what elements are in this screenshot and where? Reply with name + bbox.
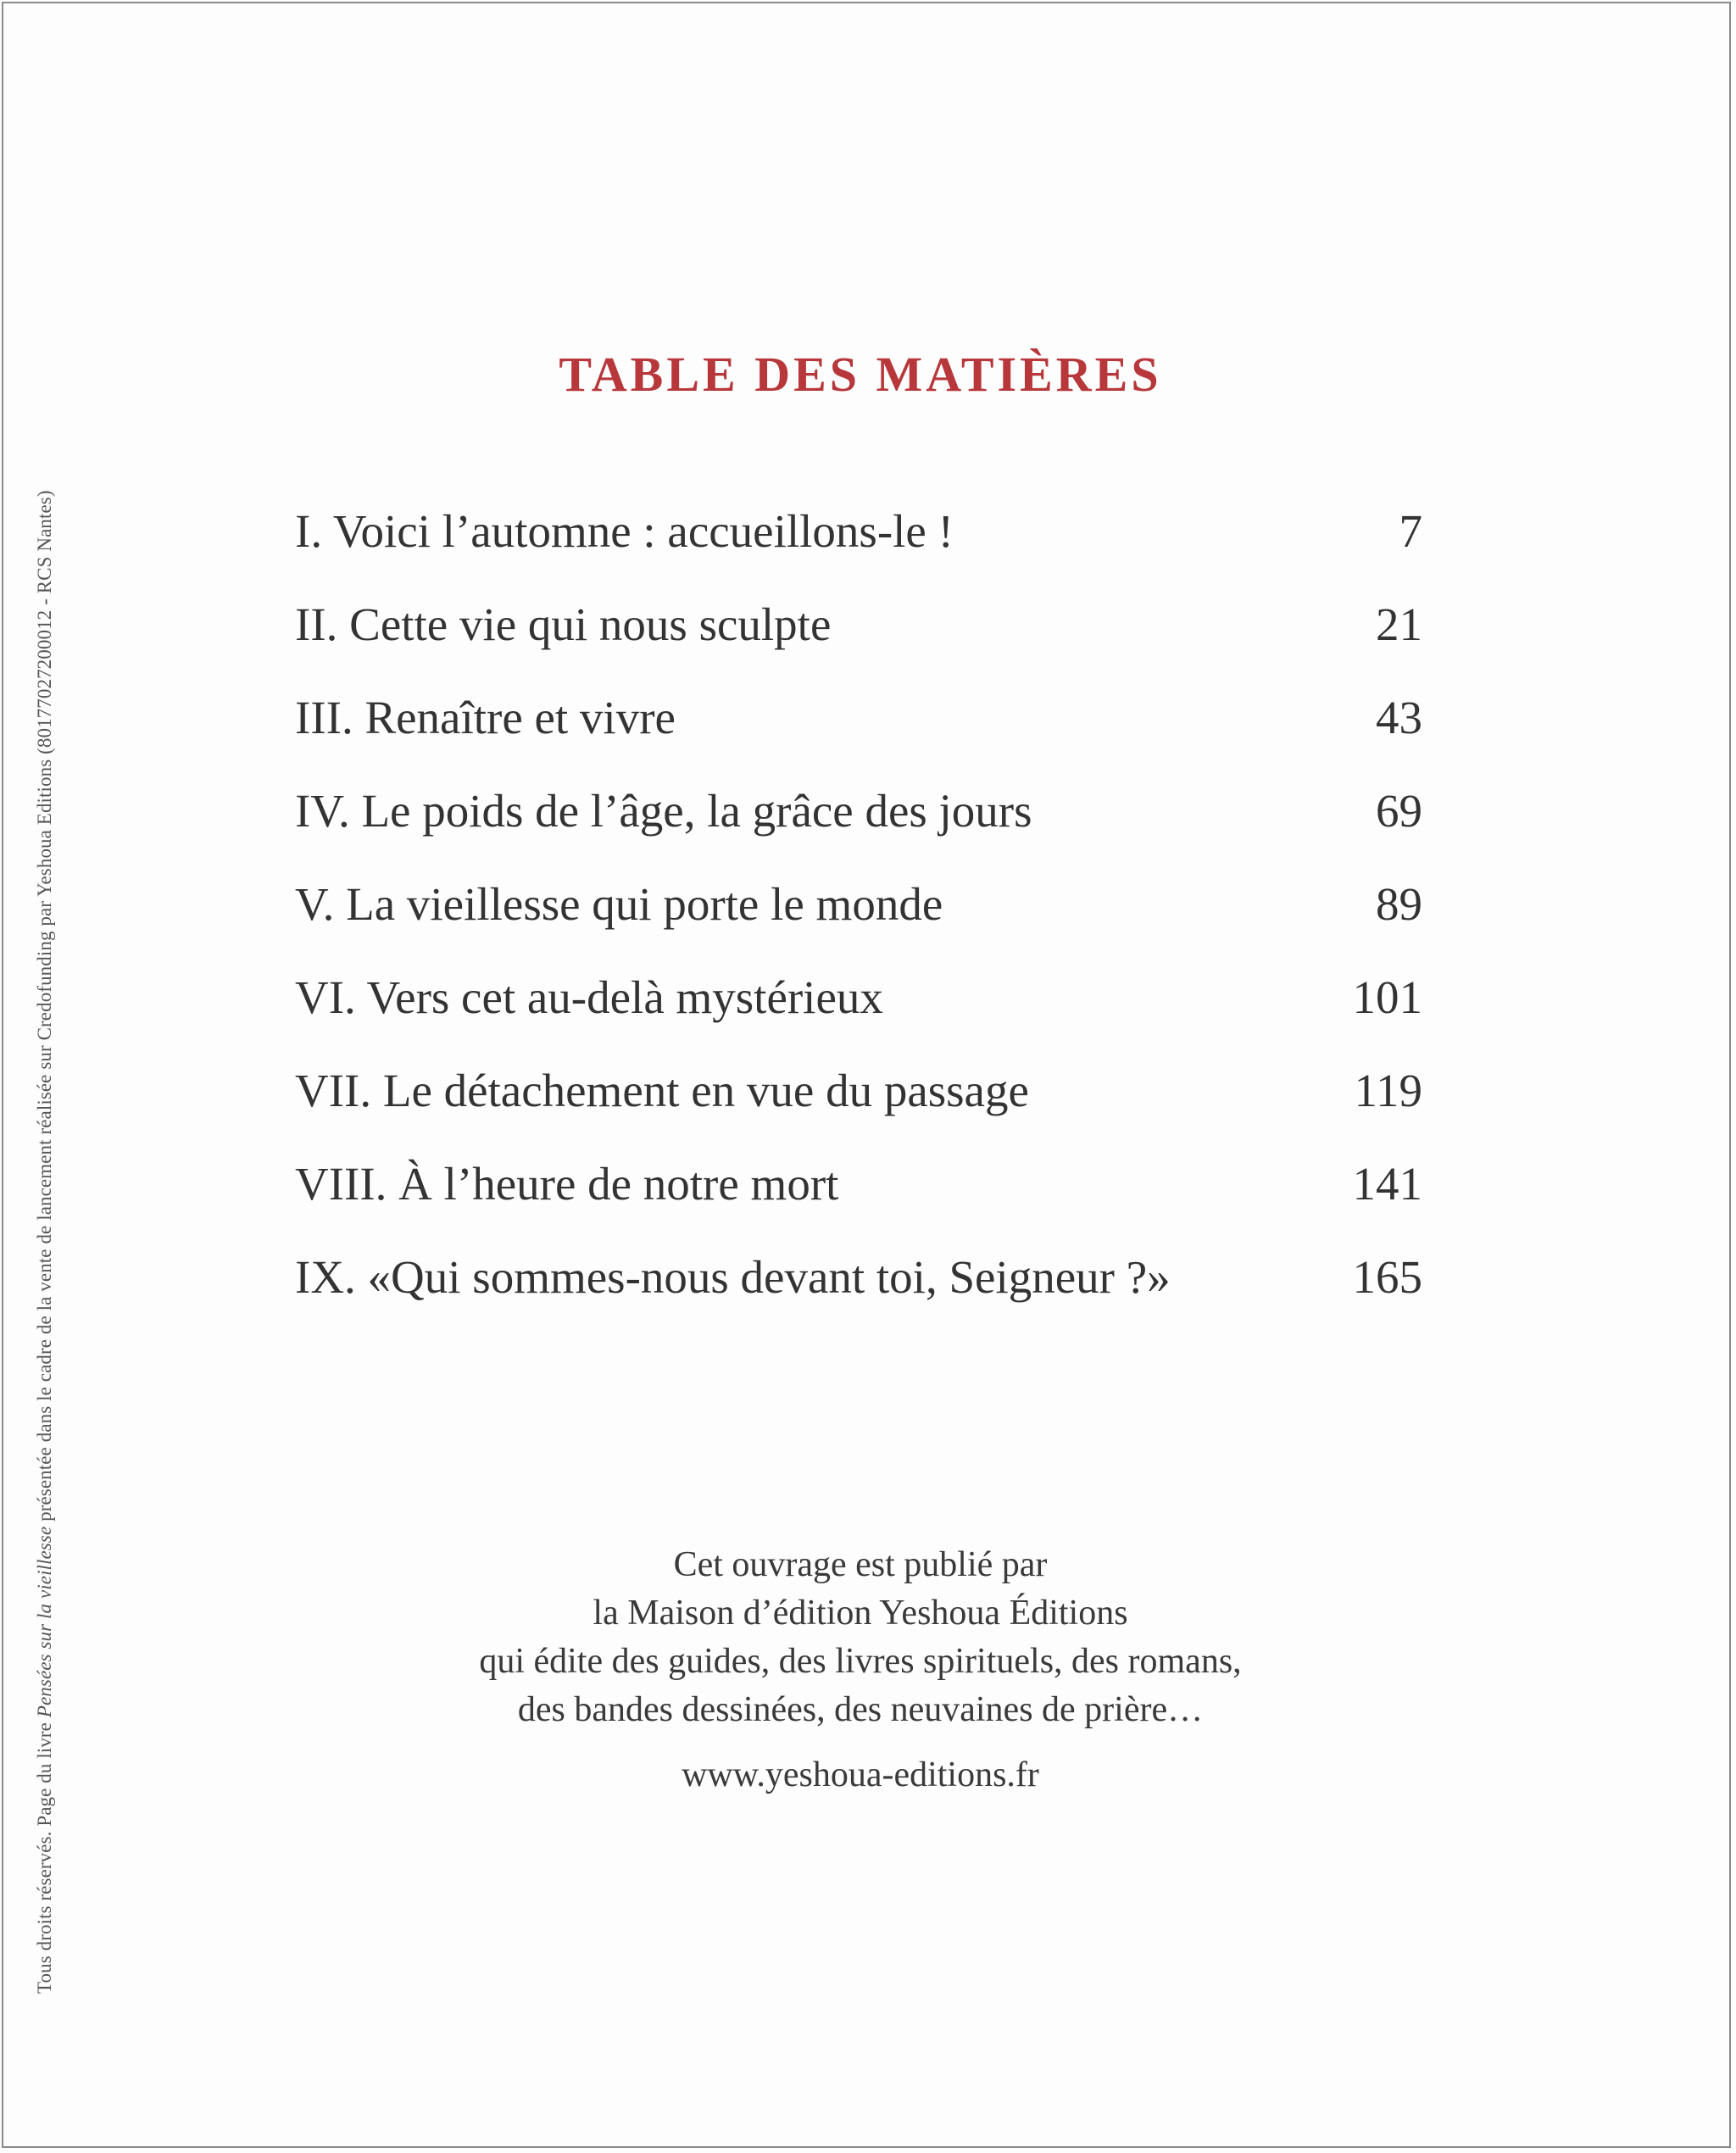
toc-entry-label: VII. Le détachement en vue du passage: [295, 1065, 1029, 1116]
toc-entry-page: 69: [1376, 785, 1422, 837]
publisher-line: la Maison d’édition Yeshoua Éditions: [593, 1594, 1128, 1633]
side-note-after: présentée dans le cadre de la vente de lancement réalisée sur Credofunding par Yeshoua Editions (80177027200012 - RCS Nantes): [34, 490, 55, 1527]
toc-entry: [295, 504, 1422, 598]
publisher-line: des bandes dessinées, des neuvaines de prière…: [517, 1690, 1204, 1729]
toc-entry-page: 141: [1352, 1158, 1422, 1210]
toc-entry-page: 101: [1352, 971, 1422, 1023]
toc-entry-label: III. Renaître et vivre: [295, 692, 676, 743]
publisher-website: www.yeshoua-editions.fr: [682, 1755, 1039, 1794]
toc-list: [295, 504, 1422, 1344]
toc-entry-label: II. Cette vie qui nous sculpte: [295, 598, 832, 650]
toc-entry: [295, 691, 1422, 784]
toc-entry-label: VIII. À l’heure de notre mort: [295, 1158, 839, 1210]
side-note-book-title: Pensées sur la vieillesse: [34, 1526, 55, 1718]
publisher-notice: [0, 1541, 1721, 1734]
toc-entry-page: 165: [1352, 1251, 1422, 1303]
toc-entry-page: 89: [1376, 878, 1422, 930]
toc-entry: [295, 971, 1422, 1064]
toc-entry: [295, 1250, 1422, 1344]
toc-entry-page: 119: [1354, 1065, 1422, 1116]
toc-entry-page: 21: [1376, 598, 1422, 650]
toc-entry-label: VI. Vers cet au-delà mystérieux: [295, 971, 883, 1023]
toc-entry-page: 7: [1399, 505, 1422, 557]
toc-entry: [295, 784, 1422, 877]
toc-entry-label: V. La vieillesse qui porte le monde: [295, 878, 943, 930]
toc-entry-label: IX. «Qui sommes-nous devant toi, Seigneur ?»: [295, 1251, 1171, 1303]
toc-entry: [295, 598, 1422, 691]
publisher-line: qui édite des guides, des livres spirituels, des romans,: [479, 1642, 1242, 1681]
toc-entry-label: I. Voici l’automne : accueillons-le !: [295, 505, 954, 557]
toc-entry: [295, 1157, 1422, 1250]
side-note-before: Tous droits réservés. Page du livre: [34, 1717, 55, 1994]
toc-entry-label: IV. Le poids de l’âge, la grâce des jours: [295, 785, 1032, 837]
toc-entry-page: 43: [1376, 692, 1422, 743]
toc-title: TABLE DES MATIÈRES: [559, 347, 1162, 402]
publisher-line: Cet ouvrage est publié par: [673, 1545, 1048, 1584]
toc-entry: [295, 877, 1422, 971]
toc-entry: [295, 1064, 1422, 1157]
